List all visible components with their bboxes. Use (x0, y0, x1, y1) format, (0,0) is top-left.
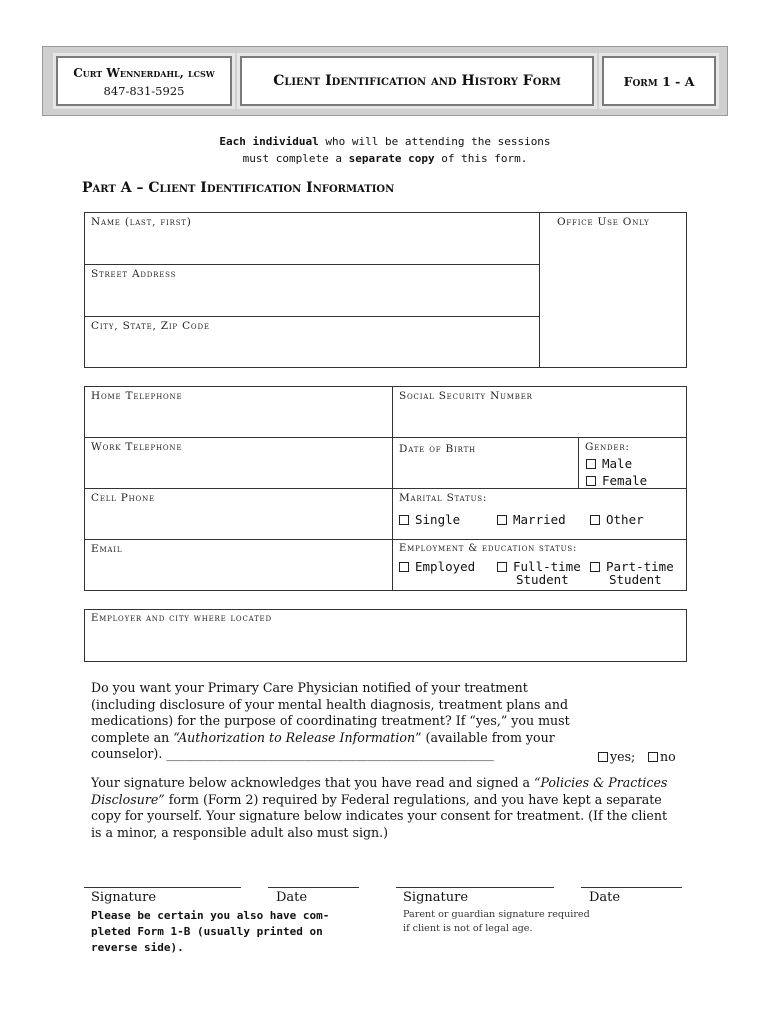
checkbox-icon (598, 752, 608, 762)
work-telephone-field[interactable]: Work Telephone (91, 441, 183, 453)
marital-single-checkbox[interactable] (399, 513, 460, 527)
employer-field[interactable]: Employer and city where located (91, 613, 272, 624)
ssn-field[interactable]: Social Security Number (399, 390, 533, 402)
block2-row-line (84, 488, 687, 489)
marital-status-label: Marital Status: (399, 492, 488, 504)
pcp-line-4-pre: complete an (91, 729, 174, 745)
ack-line-2-post: form (Form 2) required by Federal regulations, and you have kept a separate (164, 791, 662, 807)
client-date-line[interactable] (268, 887, 359, 888)
client-address-block (84, 212, 687, 368)
cell-phone-field[interactable]: Cell Phone (91, 492, 155, 504)
date-of-birth-field[interactable]: Date of Birth (399, 443, 476, 455)
intro-bold-2: separate copy (348, 152, 435, 165)
guardian-note-line-1: Parent or guardian signature required (403, 909, 590, 920)
reminder-line-3: reverse side). (91, 941, 184, 954)
checkbox-icon (586, 476, 596, 486)
intro-text-3: of this form. (434, 152, 528, 165)
intro-text-1: who will be attending the sessions (318, 135, 551, 148)
counselor-box (56, 56, 232, 106)
gender-male-label: Male (602, 456, 633, 471)
parttime-student-label-2: Student (609, 572, 662, 587)
intro-text (0, 133, 770, 167)
gender-divider (578, 437, 579, 488)
counselor-phone: 847-831-5925 (103, 84, 185, 98)
pcp-line-1: Do you want your Primary Care Physician notified of your treatment (91, 680, 528, 695)
reminder-line-2: pleted Form 1-B (usually printed on (91, 925, 323, 938)
employed-label: Employed (415, 559, 476, 574)
pcp-line-2: (including disclosure of your mental health diagnosis, treatment plans and (91, 696, 569, 712)
pcp-line-3: medications) for the purpose of coordinating treatment? If “yes,” you must (91, 713, 570, 728)
checkbox-icon (399, 562, 409, 572)
pcp-line-5[interactable]: counselor). ____________________________________________________ (91, 746, 494, 761)
employed-checkbox[interactable] (399, 560, 475, 574)
gender-female-checkbox[interactable] (586, 474, 647, 488)
intro-bold-1: Each individual (219, 135, 319, 148)
client-date-label: Date (276, 890, 308, 905)
guardian-note-line-2: if client is not of legal age. (403, 923, 533, 934)
marital-other-checkbox[interactable] (590, 513, 644, 527)
pcp-line-4 (91, 730, 691, 747)
counselor-name: Curt Wennerdahl, lcsw (73, 66, 215, 80)
checkbox-icon (590, 562, 600, 572)
block1-row-line (84, 264, 539, 265)
office-use-only-label: Office Use Only (557, 216, 650, 228)
pcp-no-label: no (660, 749, 676, 764)
form-title-box (240, 56, 594, 106)
client-signature-line[interactable] (84, 887, 241, 888)
block1-divider (539, 212, 540, 368)
client-signature-label: Signature (91, 890, 157, 905)
checkbox-icon (586, 459, 596, 469)
pcp-line-4-post: ” (available from your (415, 729, 555, 745)
acknowledgement-text (91, 775, 701, 841)
name-field[interactable]: Name (last, first) (91, 216, 192, 228)
ack-line-1-pre: Your signature below acknowledges that you have read and signed a (91, 775, 535, 790)
marital-single-label: Single (415, 512, 461, 527)
pcp-yes-checkbox[interactable] (598, 749, 635, 764)
ack-line-1 (91, 775, 701, 792)
block2-row-line (84, 437, 687, 438)
guardian-note (403, 908, 590, 936)
fulltime-label-1: Full-time (513, 559, 581, 574)
guardian-signature-line[interactable] (396, 887, 554, 888)
checkbox-icon (497, 515, 507, 525)
parttime-label-1: Part-time (606, 559, 674, 574)
form-number: Form 1 - A (623, 74, 695, 89)
checkbox-icon (497, 562, 507, 572)
part-a-title: Part A – Client Identification Information (82, 180, 395, 196)
employment-status-label: Employment & education status: (399, 543, 578, 554)
fulltime-student-label-2: Student (516, 572, 569, 587)
ack-line-2 (91, 792, 701, 809)
block1-row-line (84, 316, 539, 317)
marital-other-label: Other (606, 512, 644, 527)
guardian-signature-label: Signature (403, 890, 469, 905)
street-address-field[interactable]: Street Address (91, 268, 177, 280)
block2-row-line (84, 539, 687, 540)
guardian-date-label: Date (589, 890, 621, 905)
ack-line-4: is a minor, a responsible adult also must sign.) (91, 824, 389, 840)
ack-line-1-italic: “Policies & Practices (534, 775, 668, 790)
gender-female-label: Female (602, 473, 648, 488)
reminder-line-1: Please be certain you also have com- (91, 909, 330, 922)
marital-married-checkbox[interactable] (497, 513, 566, 527)
gender-label: Gender: (585, 441, 630, 453)
checkbox-icon (590, 515, 600, 525)
gender-male-checkbox[interactable] (586, 457, 632, 471)
home-telephone-field[interactable]: Home Telephone (91, 390, 183, 402)
checkbox-icon (399, 515, 409, 525)
form-title: Client Identification and History Form (273, 73, 561, 89)
pcp-line-4-italic: “Authorization to Release Information (173, 729, 416, 745)
form-number-box (602, 56, 716, 106)
ack-line-2-italic: Disclosure” (91, 791, 165, 807)
intro-text-2: must complete a (242, 152, 349, 165)
form-1b-reminder (91, 908, 329, 956)
marital-married-label: Married (513, 512, 566, 527)
guardian-date-line[interactable] (581, 887, 682, 888)
email-field[interactable]: Email (91, 543, 123, 555)
city-state-zip-field[interactable]: City, State, Zip Code (91, 320, 210, 332)
ack-line-3: copy for yourself. Your signature below indicates your consent for treatment. (If the client (91, 808, 668, 823)
pcp-no-checkbox[interactable] (648, 749, 676, 764)
checkbox-icon (648, 752, 658, 762)
pcp-yes-label: yes; (610, 749, 636, 764)
